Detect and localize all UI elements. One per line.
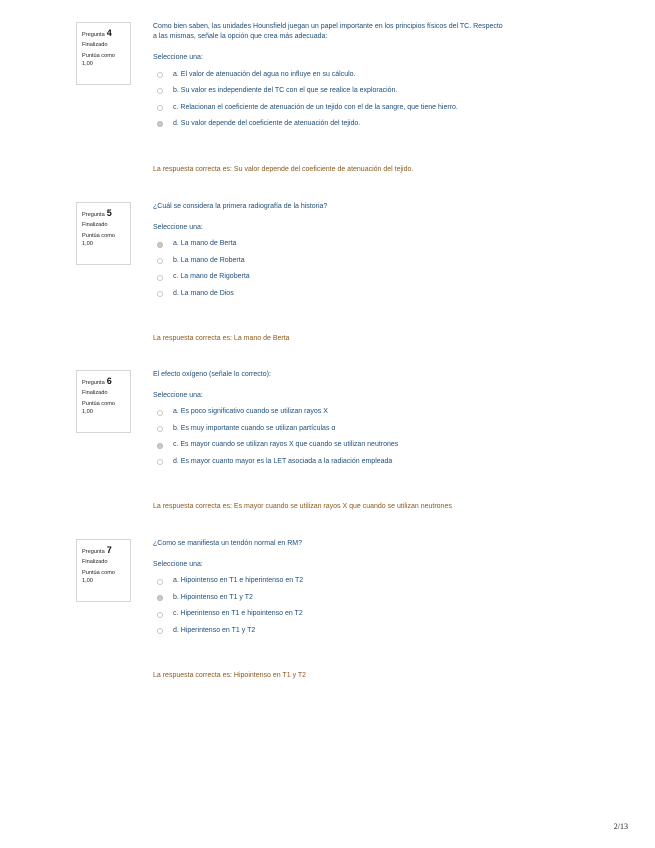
answer-option-d[interactable] xyxy=(153,286,553,303)
radio-button[interactable] xyxy=(157,410,163,416)
radio-button-selected[interactable] xyxy=(157,242,163,248)
correct-answer-feedback: La respuesta correcta es: Hipointenso en T1 y T2 xyxy=(153,672,307,679)
question-word: Pregunta xyxy=(82,380,105,386)
question-content xyxy=(153,370,553,510)
question-text-line: ¿Como se manifiesta un tendón normal en RM? xyxy=(153,540,303,547)
correct-answer-feedback: La respuesta correcta es: Es mayor cuando se utilizan rayos X que cuando se utilizan neutrones xyxy=(153,503,452,510)
radio-button[interactable] xyxy=(157,426,163,432)
question-info-box xyxy=(76,22,131,85)
question-word: Pregunta xyxy=(82,549,105,555)
question-text-line: Como bien saben, las unidades Hounsfield juegan un papel importante en los principios físicos del TC. Respecto xyxy=(153,23,503,30)
radio-button[interactable] xyxy=(157,459,163,465)
answer-label: b. La mano de Roberta xyxy=(173,256,245,264)
answer-label: a. Hipointenso en T1 e hiperintenso en T2 xyxy=(173,577,304,585)
question-content xyxy=(153,22,553,173)
answer-label: a. El valor de atenuación del agua no influye en su cálculo. xyxy=(173,70,356,78)
answer-label: c. La mano de Rigoberta xyxy=(173,273,250,281)
question-word: Pregunta xyxy=(82,32,105,38)
question-grade-label: Puntúa como xyxy=(82,233,115,240)
question-number: 5 xyxy=(106,208,112,218)
answer-label: d. Su valor depende del coeficiente de atenuación del tejido. xyxy=(173,120,361,128)
question-grade-label: Puntúa como xyxy=(82,401,115,408)
question-number: 7 xyxy=(106,545,112,555)
answer-prompt: Seleccione una: xyxy=(153,224,203,232)
answer-option-d[interactable] xyxy=(153,623,553,640)
question-info-box xyxy=(76,202,131,265)
question-word: Pregunta xyxy=(82,212,105,218)
correct-answer-feedback: La respuesta correcta es: Su valor depende del coeficiente de atenuación del tejido. xyxy=(153,166,414,173)
answer-option-c[interactable] xyxy=(153,99,553,116)
answer-prompt: Seleccione una: xyxy=(153,392,203,400)
question-number: 6 xyxy=(106,376,112,386)
question-state: Finalizado xyxy=(82,389,108,396)
radio-button-selected[interactable] xyxy=(157,595,163,601)
answer-list xyxy=(153,236,553,302)
answer-list xyxy=(153,66,553,132)
question-grade-label: Puntúa como xyxy=(82,570,115,577)
question-grade-label: Puntúa como xyxy=(82,53,115,60)
answer-label: d. Es mayor cuanto mayor es la LET asociada a la radiación empleada xyxy=(173,457,393,465)
answer-label: d. Hiperintenso en T1 y T2 xyxy=(173,626,256,634)
answer-option-a[interactable] xyxy=(153,66,553,83)
answer-option-a[interactable] xyxy=(153,236,553,253)
radio-button[interactable] xyxy=(157,88,163,94)
answer-option-a[interactable] xyxy=(153,573,553,590)
answer-option-b[interactable] xyxy=(153,421,553,438)
question-number: 4 xyxy=(106,28,112,38)
answer-label: c. Relacionan el coeficiente de atenuación de un tejido con el de la sangre, que tiene hierro. xyxy=(173,103,458,111)
question-info-box xyxy=(76,370,131,433)
answer-option-d[interactable] xyxy=(153,116,553,133)
question-text xyxy=(153,370,553,380)
question-info-box xyxy=(76,539,131,602)
answer-option-b[interactable] xyxy=(153,83,553,100)
question-text-line: a las mismas, señale la opción que crea más adecuada: xyxy=(153,33,328,41)
page-number: 2/13 xyxy=(613,822,628,831)
radio-button[interactable] xyxy=(157,258,163,264)
answer-label: b. Su valor es independiente del TC con el que se realice la exploración. xyxy=(173,87,398,95)
answer-label: b. Hipointenso en T1 y T2 xyxy=(173,593,253,601)
answer-option-d[interactable] xyxy=(153,454,553,471)
answer-prompt: Seleccione una: xyxy=(153,54,203,62)
question-content xyxy=(153,539,553,679)
answer-option-c[interactable] xyxy=(153,269,553,286)
answer-label: c. Hiperintenso en T1 e hipointenso en T2 xyxy=(173,610,303,618)
answer-label: b. Es muy importante cuando se utilizan partículas α xyxy=(173,424,336,432)
radio-button[interactable] xyxy=(157,579,163,585)
answer-option-c[interactable] xyxy=(153,606,553,623)
radio-button[interactable] xyxy=(157,275,163,281)
answer-label: a. Es poco significativo cuando se utilizan rayos X xyxy=(173,408,328,416)
answer-option-a[interactable] xyxy=(153,404,553,421)
answer-list xyxy=(153,404,553,470)
radio-button-selected[interactable] xyxy=(157,443,163,449)
answer-list xyxy=(153,573,553,639)
question-grade-value: 1,00 xyxy=(82,240,93,247)
answer-label: a. La mano de Berta xyxy=(173,240,237,248)
answer-option-b[interactable] xyxy=(153,590,553,607)
question-state: Finalizado xyxy=(82,41,108,48)
question-grade-value: 1,00 xyxy=(82,408,93,415)
radio-button[interactable] xyxy=(157,72,163,78)
answer-option-b[interactable] xyxy=(153,253,553,270)
radio-button[interactable] xyxy=(157,628,163,634)
answer-option-c[interactable] xyxy=(153,437,553,454)
question-state: Finalizado xyxy=(82,221,108,228)
radio-button[interactable] xyxy=(157,612,163,618)
question-grade-value: 1,00 xyxy=(82,577,93,584)
question-text xyxy=(153,202,553,212)
question-content xyxy=(153,202,553,342)
question-grade-value: 1,00 xyxy=(82,60,93,67)
answer-prompt: Seleccione una: xyxy=(153,561,203,569)
question-state: Finalizado xyxy=(82,558,108,565)
radio-button[interactable] xyxy=(157,291,163,297)
radio-button[interactable] xyxy=(157,105,163,111)
answer-label: d. La mano de Dios xyxy=(173,289,234,297)
radio-button-selected[interactable] xyxy=(157,121,163,127)
question-text xyxy=(153,539,553,549)
answer-label: c. Es mayor cuando se utilizan rayos X que cuando se utilizan neutrones xyxy=(173,441,399,449)
correct-answer-feedback: La respuesta correcta es: La mano de Berta xyxy=(153,335,290,342)
question-text-line: El efecto oxígeno (señale lo correcto): xyxy=(153,371,271,378)
question-text xyxy=(153,22,553,42)
question-text-line: ¿Cuál se considera la primera radiografía de la historia? xyxy=(153,203,328,210)
